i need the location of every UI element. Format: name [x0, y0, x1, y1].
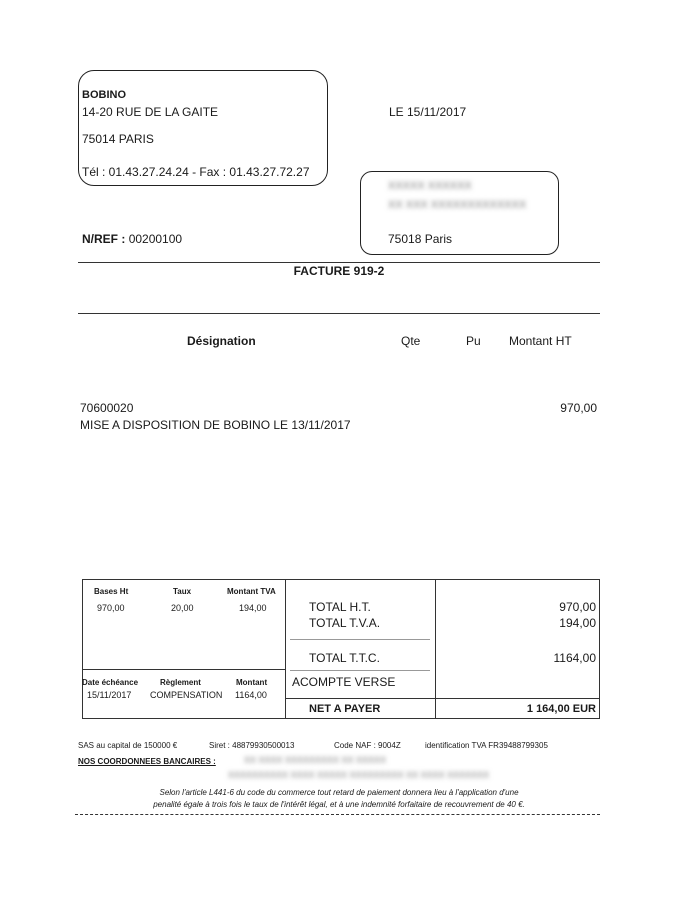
total-ht-value: 970,00: [559, 600, 596, 614]
line-item-description: MISE A DISPOSITION DE BOBINO LE 13/11/2017: [80, 418, 351, 432]
total-ht-label: TOTAL H.T.: [309, 600, 371, 614]
acompte-label: ACOMPTE VERSE: [292, 675, 396, 689]
total-tva-value: 194,00: [559, 616, 596, 630]
footer-legal-line2: penalité égale à trois fois le taux de l'intérêt légal, et à une indemnité forfaitaire de recouvrement de 40 €.: [153, 800, 525, 809]
title-rule-bottom: [78, 313, 600, 314]
vat-amount-value: 194,00: [239, 603, 267, 613]
payment-date-value: 15/11/2017: [87, 690, 132, 700]
column-designation: Désignation: [187, 334, 256, 348]
footer-legal-line1: Selon l'article L441-6 du code du commerce tout retard de paiement donnera lieu à l'application d'une: [159, 788, 519, 797]
footer-naf: Code NAF : 9004Z: [334, 741, 401, 750]
invoice-date: LE 15/11/2017: [389, 105, 467, 119]
net-separator: [285, 698, 600, 699]
footer-dashed-rule: [75, 814, 600, 815]
vat-rate-value: 20,00: [171, 603, 194, 613]
line-item-amount: 970,00: [560, 401, 597, 415]
recipient-city: 75018 Paris: [388, 232, 453, 246]
sender-name: BOBINO: [82, 89, 126, 101]
net-a-payer-value: 1 164,00 EUR: [526, 703, 596, 715]
payment-amount-value: 1164,00: [235, 690, 267, 700]
column-qte: Qte: [401, 334, 421, 348]
invoice-title: FACTURE 919-2: [293, 264, 385, 278]
vat-header-bases: Bases Ht: [94, 587, 129, 596]
footer-bank-line2: XXXXXXXXXX XXXX XXXXX XXXXXXXXX XX XXXX XXXXXXX: [228, 770, 490, 780]
total-ttc-value: 1164,00: [553, 651, 596, 665]
line-item-code: 70600020: [80, 401, 134, 415]
sender-address: 14-20 RUE DE LA GAITE: [82, 105, 219, 119]
vat-payment-separator: [82, 669, 285, 670]
ttc-rule: [290, 639, 430, 640]
payment-header-reglement: Règlement: [160, 678, 201, 687]
total-tva-label: TOTAL T.V.A.: [309, 616, 381, 630]
column-montant-ht: Montant HT: [509, 334, 572, 348]
footer-siret: Siret : 48879930500013: [209, 741, 295, 750]
net-a-payer-label: NET A PAYER: [309, 703, 381, 715]
vat-header-taux: Taux: [173, 587, 192, 596]
total-ttc-label: TOTAL T.T.C.: [309, 651, 380, 665]
recipient-line1: XXXXX XXXXXX: [388, 180, 472, 192]
sender-phone-fax: Tél : 01.43.27.24.24 - Fax : 01.43.27.72.27: [82, 165, 310, 179]
title-rule-top: [78, 262, 600, 263]
footer-capital: SAS au capital de 150000 €: [78, 741, 178, 750]
sender-city: 75014 PARIS: [82, 132, 154, 146]
reference: [82, 232, 182, 246]
footer-bank-line1: XX XXXX XXXXXXXXX XX XXXXX: [244, 755, 387, 765]
payment-method-value: COMPENSATION: [150, 690, 223, 700]
payment-header-date: Date échéance: [82, 678, 139, 687]
footer-bank-label: NOS COORDONNEES BANCAIRES :: [78, 757, 216, 766]
reference-label: N/REF :: [82, 232, 126, 246]
recipient-line2: XX XXX XXXXXXXXXXXXX: [388, 199, 527, 211]
payment-header-montant: Montant: [236, 678, 268, 687]
acompte-rule: [290, 670, 430, 671]
vat-header-montant: Montant TVA: [227, 587, 276, 596]
column-pu: Pu: [466, 334, 481, 348]
reference-value: 00200100: [128, 232, 183, 246]
footer-tva-id: identification TVA FR39488799305: [425, 741, 548, 750]
vat-base-value: 970,00: [97, 603, 125, 613]
